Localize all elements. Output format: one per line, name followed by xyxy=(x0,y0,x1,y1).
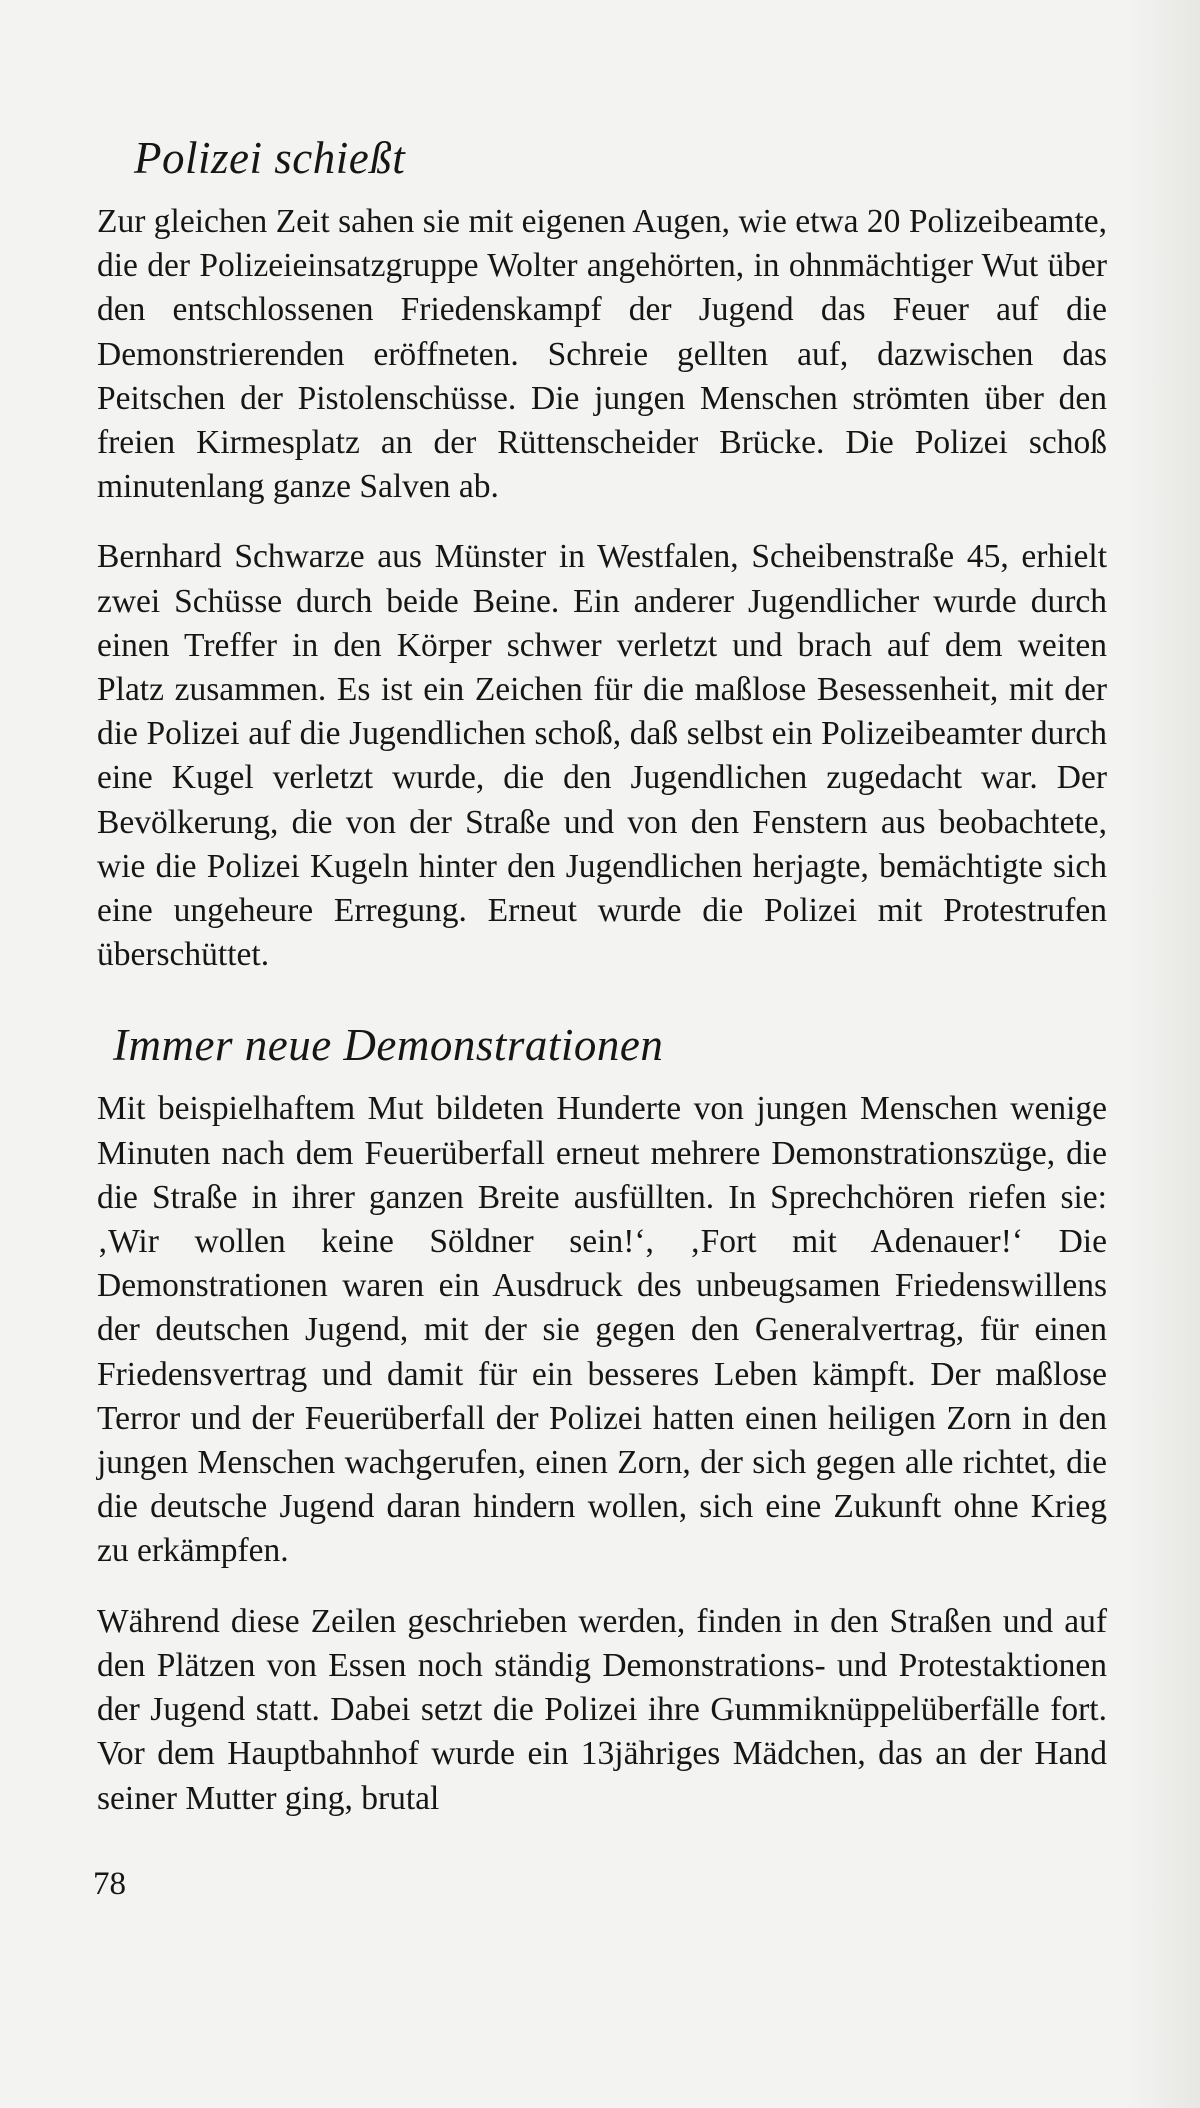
text-column xyxy=(97,130,1107,1821)
paragraph-1: Zur gleichen Zeit sahen sie mit eigenen Augen, wie etwa 20 Polizeibeamte, die der Polizeieinsatzgruppe Wolter angehörten, in ohnmächtiger Wut über den entschlossenen Friedenskampf der Jugend das Feuer auf die Demonstrierenden eröffneten. Schreie gellten auf, dazwischen das Peitschen der Pistolenschüsse. Die jungen Menschen strömten über den freien Kirmesplatz an der Rüttenscheider Brücke. Die Polizei schoß minutenlang ganze Salven ab. xyxy=(97,203,1107,506)
page-number: 78 xyxy=(93,1866,126,1902)
paragraph-3: Mit beispielhaftem Mut bildeten Hunderte von jungen Menschen wenige Minuten nach dem Feuerüberfall erneut mehrere Demonstrationszüge, die die Straße in ihrer ganzen Breite ausfüllten. In Sprechchören riefen sie: ‚Wir wollen keine Söldner sein!‘, ‚Fort mit Adenauer!‘ Die Demonstrationen waren ein Ausdruck des unbeugsamen Friedenswillens der deutschen Jugend, mit der sie gegen den Generalvertrag, für einen Friedensvertrag und damit für ein besseres Leben kämpft. Der maßlose Terror und der Feuerüberfall der Polizei hatten einen heiligen Zorn in den jungen Menschen wachgerufen, einen Zorn, der sich gegen alle richtet, die die deutsche Jugend daran hindern wollen, sich eine Zukunft ohne Krieg zu erkämpfen. xyxy=(97,1090,1107,1570)
page-edge-shadow xyxy=(1130,0,1200,2108)
section-heading-polizei-schiesst: Polizei schießt xyxy=(134,133,406,183)
paragraph-2: Bernhard Schwarze aus Münster in Westfalen, Scheibenstraße 45, erhielt zwei Schüsse durch beide Beine. Ein anderer Jugendlicher wurde durch einen Treffer in den Körper schwer verletzt und brach auf dem weiten Platz zusammen. Es ist ein Zeichen für die maßlose Besessenheit, mit der die Polizei auf die Jugendlichen schoß, daß selbst ein Polizeibeamter durch eine Kugel verletzt wurde, die den Jugendlichen zugedacht war. Der Bevölkerung, die von der Straße und von den Fenstern aus beobachtete, wie die Polizei Kugeln hinter den Jugendlichen herjagte, bemächtigte sich eine ungeheure Erregung. Erneut wurde die Polizei mit Protestrufen überschüttet. xyxy=(97,538,1107,974)
paragraph-4: Während diese Zeilen geschrieben werden, finden in den Straßen und auf den Plätzen von Essen noch ständig Demonstrations- und Protestaktionen der Jugend statt. Dabei setzt die Polizei ihre Gummiknüppelüberfälle fort. Vor dem Hauptbahnhof wurde ein 13jähriges Mädchen, das an der Hand seiner Mutter ging, brutal xyxy=(97,1602,1107,1817)
section-heading-demonstrationen: Immer neue Demonstrationen xyxy=(113,1020,664,1071)
